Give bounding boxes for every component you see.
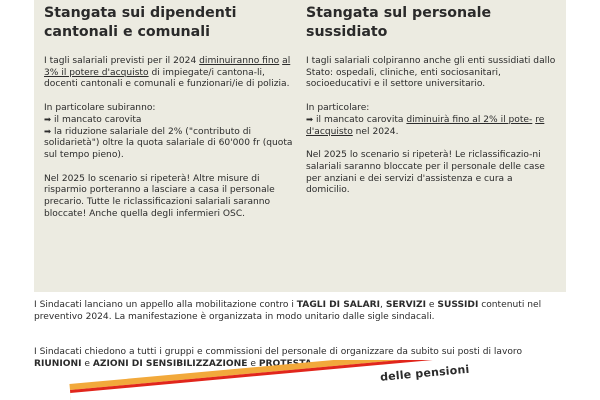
left-paragraph-1: I tagli salariali previsti per il 2024 diminuiranno fino al 3% il potere d'acquisto di impiegate/i cantona-li, docenti cantonali e comunali e funzionari/ie di polizia. bbox=[44, 56, 291, 90]
right-heading: Stangata sul personale sussidiato bbox=[306, 5, 492, 40]
right-paragraph-1: I tagli salariali colpiranno anche gli enti sussidiati dallo Stato: ospedali, cliniche, enti sociosanitari, socioeducativi e il settore universitario. bbox=[306, 56, 556, 90]
arrow-right-icon: ➡ bbox=[44, 114, 52, 125]
organize-paragraph: I Sindacati chiedono a tutti i gruppi e commissioni del personale di organizzare da subito sui posti di lavoro RIUNIONI e AZIONI DI SENSIBILIZZAZIONE e PROTESTA. bbox=[34, 347, 523, 369]
left-bullet-2: ➡ la riduzione salariale del 2% ("contributo di solidarietà") oltre la quota salariale di 60'000 fr (quota sul tempo pieno). bbox=[44, 126, 293, 160]
left-intro: In particolare subiranno: bbox=[44, 103, 156, 114]
left-column bbox=[44, 0, 294, 220]
arrow-right-icon: ➡ bbox=[306, 114, 314, 125]
banner-area bbox=[0, 360, 600, 400]
arrow-right-icon: ➡ bbox=[44, 126, 52, 137]
right-intro: In particolare: bbox=[306, 103, 370, 114]
appeal-paragraph: I Sindacati lanciano un appello alla mobilitazione contro i TAGLI DI SALARI, SERVIZI e SUSSIDI contenuti nel preventivo 2024. La manifestazione è organizzata in modo unitario dalle sigle sindacali. bbox=[34, 300, 542, 322]
left-bullet-1: ➡ il mancato carovita bbox=[44, 114, 142, 125]
right-bullet-1: ➡ il mancato carovita diminuirà fino al 2% il pote- re d'acquisto nel 2024. bbox=[306, 114, 545, 137]
left-paragraph-3: Nel 2025 lo scenario si ripeterà! Altre misure di risparmio porteranno a lasciare a casa il personale precario. Tutte le riclassificazioni salariali saranno bloccate! Anche quella degli infermieri OSC. bbox=[44, 173, 275, 219]
banner-text: delle pensioni bbox=[379, 362, 470, 384]
diagonal-banner bbox=[70, 360, 600, 400]
right-paragraph-3: Nel 2025 lo scenario si ripeterà! Le riclassificazio-ni salariali saranno bloccate per il personale delle case per anziani e dei servizi d'assistenza e cura a domicilio. bbox=[306, 150, 545, 196]
left-heading: Stangata sui dipendenti cantonali e comunali bbox=[44, 5, 237, 40]
right-column bbox=[306, 0, 556, 197]
